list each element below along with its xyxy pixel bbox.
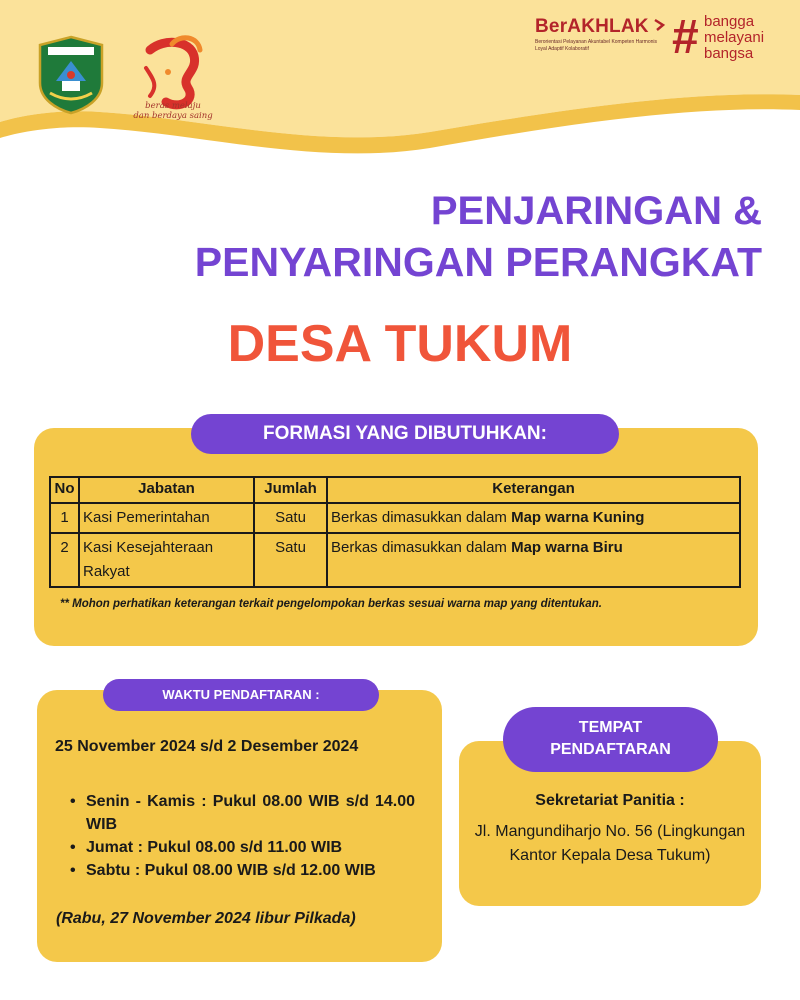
page-title-line1: PENJARINGAN & <box>430 189 762 233</box>
column-header-keterangan: Keterangan <box>327 477 740 503</box>
libur-notice: (Rabu, 27 November 2024 libur Pilkada) <box>56 910 356 927</box>
hut-tagline-line1: beras melaju <box>145 101 201 111</box>
table-row <box>50 533 740 587</box>
cell-jumlah: Satu <box>254 503 327 533</box>
berakhlak-title: BerAKHLAK <box>535 16 649 37</box>
table-header-row <box>50 477 740 503</box>
cell-jumlah: Satu <box>254 533 327 587</box>
page-title-line2: PENYARINGAN PERANGKAT <box>194 239 762 285</box>
keterangan-map-color: Map warna Biru <box>511 539 623 556</box>
tempat-heading <box>503 707 718 772</box>
waktu-date-range: 25 November 2024 s/d 2 Desember 2024 <box>55 738 359 755</box>
column-header-jabatan: Jabatan <box>79 477 254 503</box>
berakhlak-subtitle: Berorientasi Pelayanan Akuntabel Kompeten Harmonis Loyal Adaptif Kolaboratif <box>535 39 658 52</box>
formasi-heading: FORMASI YANG DIBUTUHKAN: <box>191 414 619 454</box>
chevron-icon <box>653 18 667 32</box>
hut-tagline <box>118 102 228 122</box>
page-title-desa: DESA TUKUM <box>227 315 573 373</box>
hash-icon: # <box>672 11 699 64</box>
formasi-note: ** Mohon perhatikan keterangan terkait pengelompokan berkas sesuai warna map yang ditentukan. <box>60 598 602 610</box>
kabupaten-lumajang-emblem <box>36 35 106 115</box>
keterangan-map-color: Map warna Kuning <box>511 509 645 526</box>
berakhlak-logo <box>535 16 665 52</box>
bangga-line2: melayani <box>704 29 765 46</box>
bangga-line3: bangsa <box>704 45 754 62</box>
cell-jabatan: Kasi Pemerintahan <box>79 503 254 533</box>
bangga-line1: bangga <box>704 13 755 30</box>
tempat-address: Jl. Mangundiharjo No. 56 (Lingkungan Kantor Kepala Desa Tukum) <box>474 823 746 864</box>
list-item: • Sabtu : Pukul 08.00 WIB s/d 12.00 WIB <box>70 859 415 882</box>
bangga-melayani-bangsa-logo <box>672 12 782 64</box>
list-item: • Senin - Kamis : Pukul 08.00 WIB s/d 14.00 WIB <box>70 790 415 836</box>
schedule-list <box>70 790 415 882</box>
waktu-heading: WAKTU PENDAFTARAN : <box>103 679 379 711</box>
hut-tagline-line2: dan berdaya saing <box>133 110 213 121</box>
cell-no: 1 <box>50 503 79 533</box>
tempat-heading-line2: PENDAFTARAN <box>550 741 671 758</box>
formasi-table <box>49 476 741 588</box>
cell-no: 2 <box>50 533 79 587</box>
cell-keterangan <box>327 503 740 533</box>
list-item: • Jumat : Pukul 08.00 s/d 11.00 WIB <box>70 836 415 859</box>
tempat-heading-line1: TEMPAT <box>578 719 643 736</box>
cell-jabatan: Kasi Kesejahteraan Rakyat <box>79 533 254 587</box>
tempat-organizer: Sekretariat Panitia : <box>535 792 685 809</box>
column-header-no: No <box>50 477 79 503</box>
keterangan-text: Berkas dimasukkan dalam <box>331 539 512 556</box>
keterangan-text: Berkas dimasukkan dalam <box>331 509 512 526</box>
cell-keterangan <box>327 533 740 587</box>
table-row <box>50 503 740 533</box>
column-header-jumlah: Jumlah <box>254 477 327 503</box>
